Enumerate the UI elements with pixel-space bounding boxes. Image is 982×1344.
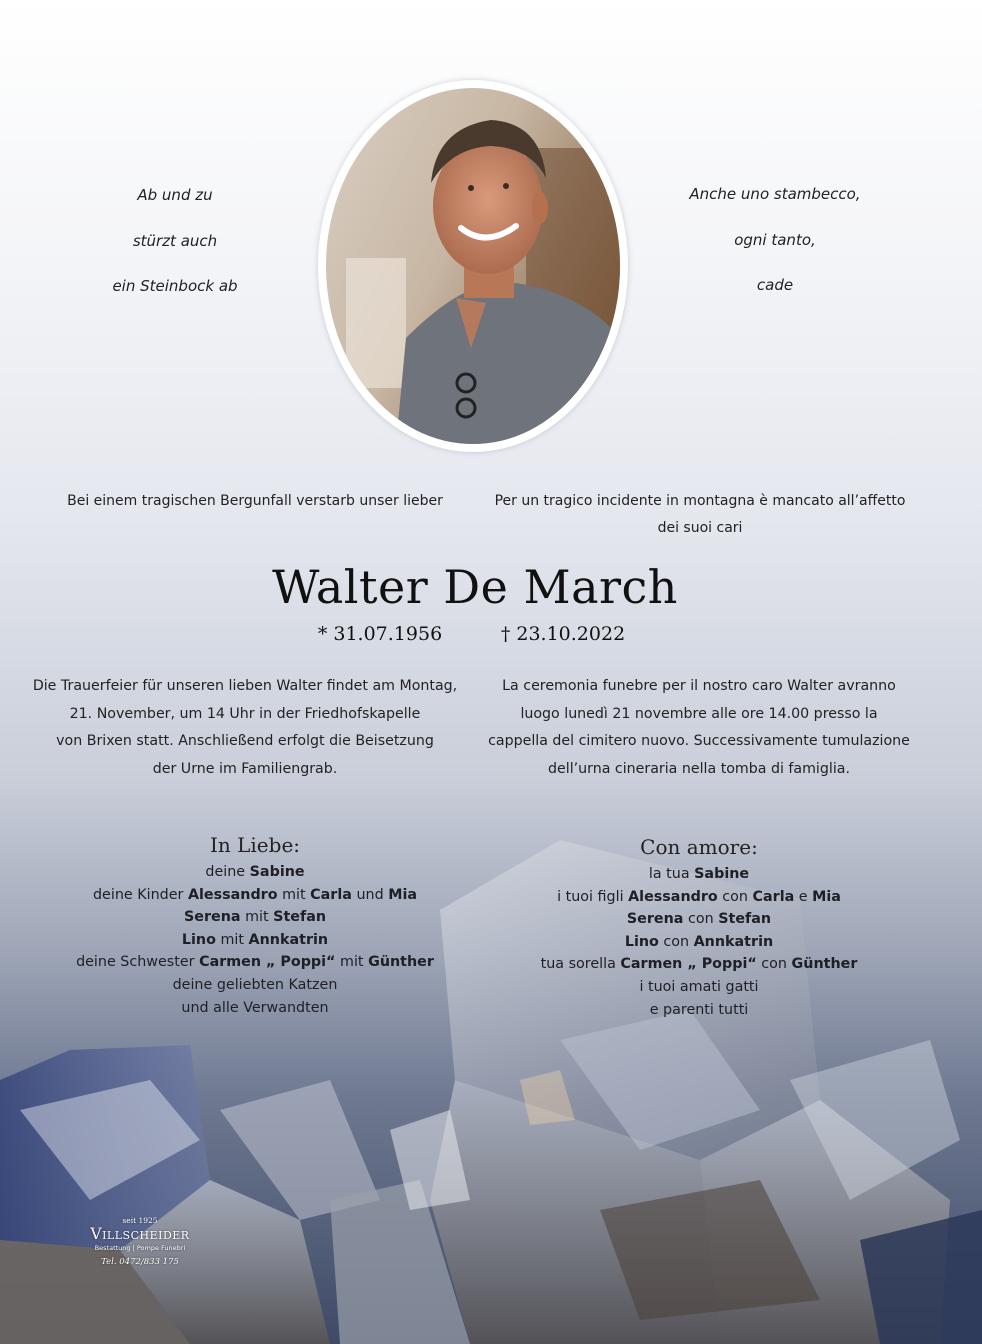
intro-italian xyxy=(480,488,920,542)
poem-german-line-3: ein Steinbock ab xyxy=(112,277,238,295)
family-text: e parenti tutti xyxy=(649,1001,749,1018)
intro-german: Bei einem tragischen Bergunfall verstarb unser lieber xyxy=(67,493,443,509)
poem-german-line-1: Ab und zu xyxy=(137,186,213,204)
family-member-name: Alessandro xyxy=(628,888,718,905)
family-member-name: Lino xyxy=(181,931,216,948)
family-text: mit xyxy=(277,886,311,903)
family-italian-heading: Con amore: xyxy=(640,835,758,859)
family-member-name: Serena xyxy=(183,909,241,926)
family-de-line xyxy=(45,906,465,929)
family-de-line xyxy=(45,974,465,997)
ceremony-italian-line-4: dell’urna cineraria nella tomba di famiglia. xyxy=(548,760,850,777)
ceremony-italian-line-3: cappella del cimitero nuovo. Successivamente tumulazione xyxy=(488,733,910,749)
undertaker-logo xyxy=(60,1216,220,1267)
family-text: i tuoi amati gatti xyxy=(639,978,759,995)
family-de-line xyxy=(45,929,465,952)
family-member-name: Carmen „ Poppi“ xyxy=(199,954,336,971)
family-text: con xyxy=(683,911,719,928)
family-text: mit xyxy=(335,954,369,971)
logo-brand: Villscheider xyxy=(90,1225,190,1243)
portrait-photo xyxy=(326,88,620,444)
death-date: † 23.10.2022 xyxy=(500,623,626,645)
portrait-frame xyxy=(318,80,628,452)
family-it-line xyxy=(489,953,909,976)
family-text: mit xyxy=(215,931,249,948)
family-member-name: Stefan xyxy=(273,909,327,926)
family-member-name: Lino xyxy=(624,933,659,950)
ceremony-italian-line-2: luogo lunedì 21 novembre alle ore 14.00 presso la xyxy=(520,705,878,722)
family-member-name: Sabine xyxy=(249,864,305,880)
ceremony-german-line-3: von Brixen statt. Anschließend erfolgt die Beisetzung xyxy=(56,733,434,749)
family-member-name: Carmen „ Poppi“ xyxy=(620,956,757,973)
family-text: la tua xyxy=(648,866,695,882)
family-text: deine geliebten Katzen xyxy=(172,976,338,993)
family-text: con xyxy=(717,888,753,905)
family-it-line xyxy=(489,908,909,931)
family-de-line xyxy=(45,884,465,907)
poem-italian xyxy=(645,172,905,309)
family-text: und xyxy=(351,886,389,903)
deceased-name: Walter De March xyxy=(272,560,678,614)
family-member-name: Alessandro xyxy=(187,886,278,903)
family-text: tua sorella xyxy=(540,956,621,973)
intro-italian-line-1: Per un tragico incidente in montagna è mancato all’affetto xyxy=(494,493,906,509)
logo-subtitle: Bestattung | Pompe Funebri xyxy=(94,1244,186,1252)
ceremony-german-line-4: der Urne im Familiengrab. xyxy=(152,760,338,777)
family-it-line xyxy=(489,999,909,1022)
family-german-heading: In Liebe: xyxy=(209,833,301,857)
poem-german-line-2: stürzt auch xyxy=(132,231,218,250)
family-it-line xyxy=(489,886,909,909)
poem-italian-line-1: Anche uno stambecco, xyxy=(689,185,861,203)
family-member-name: Mia xyxy=(388,886,417,903)
birth-date: * 31.07.1956 xyxy=(317,623,443,645)
poem-italian-line-2: ogni tanto, xyxy=(734,230,816,249)
intro-italian-line-2: dei suoi cari xyxy=(657,520,743,536)
family-member-name: Günther xyxy=(791,956,858,973)
ceremony-german-line-2: 21. November, um 14 Uhr in der Friedhofskapelle xyxy=(69,705,421,722)
family-de-line xyxy=(45,861,465,884)
ceremony-german xyxy=(30,673,460,783)
family-member-name: Annkatrin xyxy=(248,931,329,948)
family-it-line xyxy=(489,863,909,886)
ceremony-italian xyxy=(484,673,914,783)
family-member-name: Carla xyxy=(752,888,795,905)
family-text: i tuoi figli xyxy=(557,888,629,905)
family-member-name: Annkatrin xyxy=(693,933,774,950)
poem-italian-line-3: cade xyxy=(756,276,794,294)
family-german-list xyxy=(45,861,465,1019)
ceremony-italian-line-1: La ceremonia funebre per il nostro caro Walter avranno xyxy=(502,678,896,694)
family-it-line xyxy=(489,976,909,999)
family-member-name: Stefan xyxy=(718,911,772,928)
family-member-name: Carla xyxy=(310,886,352,903)
ceremony-german-line-1: Die Trauerfeier für unseren lieben Walter findet am Montag, xyxy=(32,678,458,694)
family-it-line xyxy=(489,931,909,954)
family-text: deine Kinder xyxy=(92,886,188,903)
poem-german xyxy=(45,173,305,310)
family-member-name: Mia xyxy=(812,888,841,905)
family-text: e xyxy=(794,888,813,905)
family-member-name: Günther xyxy=(368,954,434,971)
family-text: con xyxy=(756,956,792,973)
family-text: mit xyxy=(240,909,274,926)
logo-since: seit 1925 xyxy=(122,1216,158,1225)
logo-phone: Tel. 0472/833 175 xyxy=(101,1257,179,1267)
family-text: deine xyxy=(205,864,250,880)
family-member-name: Serena xyxy=(626,911,684,928)
family-de-line xyxy=(45,951,465,974)
family-text: deine Schwester xyxy=(76,954,200,971)
family-text: con xyxy=(658,933,694,950)
family-text: und alle Verwandten xyxy=(181,999,329,1016)
family-de-line xyxy=(45,997,465,1020)
family-member-name: Sabine xyxy=(694,866,750,882)
family-italian-list xyxy=(489,863,909,1021)
